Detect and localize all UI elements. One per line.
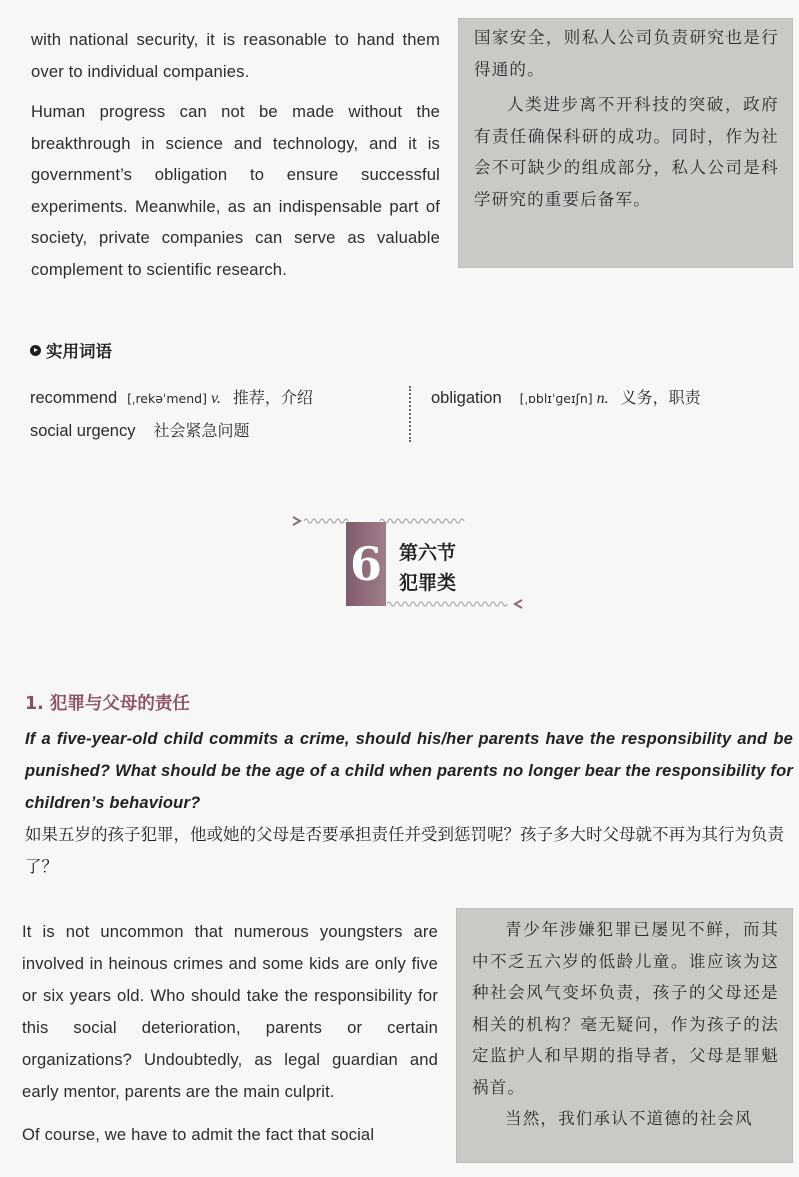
vocab-phonetic: [ˌɒblɪˈɡeɪʃn] bbox=[519, 391, 593, 406]
top-english-paragraph-1: with national security, it is reasonable to hand them over to individual companies. bbox=[31, 30, 440, 81]
vocab-divider bbox=[409, 386, 411, 442]
vocab-item-recommend bbox=[30, 385, 313, 408]
vocab-word: obligation bbox=[431, 389, 502, 407]
vocab-pos: v. bbox=[210, 390, 221, 407]
play-bullet-icon bbox=[30, 345, 41, 356]
top-chinese-paragraph-1: 国家安全，则私人公司负责研究也是行得通的。 bbox=[474, 28, 779, 79]
vocab-meaning: 义务，职责 bbox=[620, 388, 701, 407]
section-name-line-2: 犯罪类 bbox=[399, 572, 457, 594]
topic-title: 1. 犯罪与父母的责任 bbox=[25, 694, 190, 714]
topic-question-english: If a five-year-old child commits a crime, should his/her parents have the responsibility and be punished? What should be the age of a child when parents no longer bear the responsibility for children’s behaviour? bbox=[25, 730, 793, 812]
vocab-word: recommend bbox=[30, 389, 118, 407]
vocab-item-obligation bbox=[431, 385, 701, 408]
bottom-english-column bbox=[22, 916, 438, 1151]
bottom-chinese-translation-box bbox=[456, 908, 793, 1163]
topic-question-chinese: 如果五岁的孩子犯罪，他或她的父母是否要承担责任并受到惩罚呢？孩子多大时父母就不再为其行为负责了？ bbox=[25, 825, 784, 876]
bottom-chinese-paragraph-1: 青少年涉嫌犯罪已屡见不鲜，而其中不乏五六岁的低龄儿童。谁应该为这种社会风气变坏负责，孩子的父母还是相关的机构？毫无疑问，作为孩子的法定监护人和早期的指导者，父母是罪魁祸首。 bbox=[472, 920, 779, 1097]
section-name bbox=[399, 538, 456, 598]
vocab-phonetic: [ˌrekəˈmend] bbox=[127, 391, 207, 406]
section-decoration-bottom bbox=[385, 597, 525, 611]
section-number: 6 bbox=[349, 537, 382, 591]
vocab-item-social-urgency bbox=[30, 418, 250, 441]
bottom-english-paragraph-1: It is not uncommon that numerous youngsters are involved in heinous crimes and some kids are only five or six years old. Who should take the responsibility for this social deterioration, parents or certain organizations? Undoubtedly, as legal guardian and early mentor, parents are the main culprit. bbox=[22, 922, 438, 1101]
section-name-line-1: 第六节 bbox=[399, 542, 457, 564]
top-chinese-translation-box bbox=[458, 18, 793, 268]
bottom-chinese-paragraph-2: 当然，我们承认不道德的社会风 bbox=[505, 1109, 753, 1128]
vocab-word: social urgency bbox=[30, 422, 136, 440]
top-chinese-paragraph-2: 人类进步离不开科技的突破，政府有责任确保科研的成功。同时，作为社会不可缺少的组成部分，私人公司是科学研究的重要后备军。 bbox=[474, 95, 779, 209]
top-english-paragraph-2: Human progress can not be made without the breakthrough in science and technology, and it is government’s obligation to ensure successful experiments. Meanwhile, as an indispensable part of society, private companies can serve as valuable complement to scientific research. bbox=[31, 102, 440, 279]
bottom-english-paragraph-2: Of course, we have to admit the fact that social bbox=[22, 1125, 375, 1144]
vocabulary-heading bbox=[30, 338, 112, 362]
vocabulary-title: 实用词语 bbox=[46, 342, 112, 361]
vocab-meaning: 推荐，介绍 bbox=[232, 388, 313, 407]
section-number-badge bbox=[346, 522, 386, 606]
vocab-pos: n. bbox=[596, 390, 609, 407]
vocab-meaning: 社会紧急问题 bbox=[153, 421, 250, 440]
top-english-column bbox=[31, 24, 440, 285]
